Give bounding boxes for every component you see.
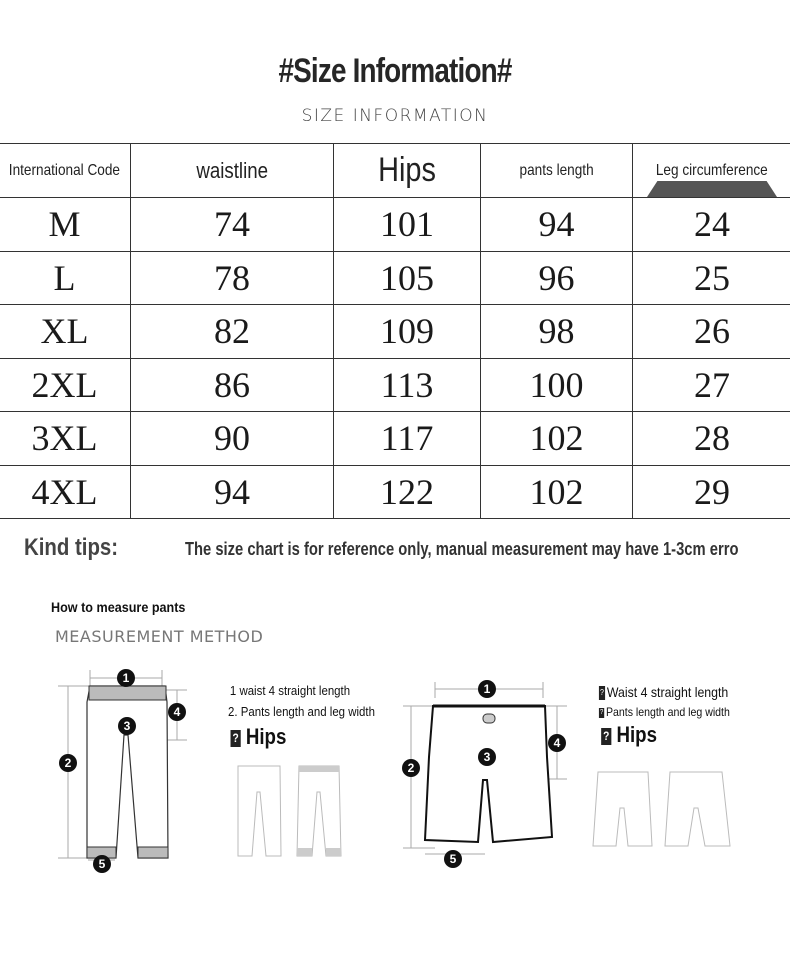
marker-3: 3 (123, 719, 131, 733)
cell-size: M (0, 198, 131, 252)
table-header-row (0, 144, 790, 198)
marker-4: 4 (553, 736, 561, 750)
pants-legend-line-2: 2. Pants length and leg width (228, 704, 375, 719)
unknown-glyph-icon: ? (599, 686, 605, 700)
cell-leg-circumference: 27 (633, 358, 790, 412)
cell-pants-length: 96 (481, 251, 633, 305)
pants-legend (218, 683, 385, 750)
table-row (0, 358, 790, 412)
cell-size: 4XL (0, 465, 131, 519)
cell-hips: 109 (334, 305, 481, 359)
cell-waistline: 82 (131, 305, 334, 359)
column-header-international-code: International Code (0, 144, 131, 198)
shorts-legend-line-1: ? Waist 4 straight length (600, 684, 729, 700)
table-row (0, 465, 790, 519)
cell-leg-circumference: 24 (633, 198, 790, 252)
unknown-glyph-icon: ? (599, 709, 604, 717)
marker-1: 1 (483, 682, 491, 696)
cell-size: XL (0, 305, 131, 359)
cell-waistline: 78 (131, 251, 334, 305)
marker-1: 1 (122, 671, 130, 685)
marker-2: 2 (64, 756, 72, 770)
shorts-legend (590, 684, 739, 748)
shorts-legend-line-3: ? Hips (603, 722, 657, 748)
cell-waistline: 74 (131, 198, 334, 252)
cell-pants-length: 94 (481, 198, 633, 252)
measure-heading: How to measure pants (51, 599, 186, 615)
cell-waistline: 86 (131, 358, 334, 412)
column-header-hips: Hips (334, 144, 481, 198)
measure-subheading: MEASUREMENT METHOD (55, 627, 264, 646)
cell-size: 2XL (0, 358, 131, 412)
column-header-waistline: waistline (131, 144, 334, 198)
page-title: #Size Information# (278, 52, 512, 90)
marker-5: 5 (98, 857, 106, 871)
cell-leg-circumference: 28 (633, 412, 790, 466)
cell-pants-length: 102 (481, 412, 633, 466)
marker-3: 3 (483, 750, 491, 764)
cell-pants-length: 100 (481, 358, 633, 412)
cell-hips: 117 (334, 412, 481, 466)
table-row (0, 198, 790, 252)
page-subtitle: SIZE INFORMATION (301, 106, 489, 126)
marker-4: 4 (173, 705, 181, 719)
header-shade (647, 181, 777, 197)
pants-thumbnails (235, 762, 345, 862)
marker-5: 5 (449, 852, 457, 866)
cell-waistline: 90 (131, 412, 334, 466)
kind-tips-text: The size chart is for reference only, manual measurement may have 1-3cm erro (185, 539, 739, 559)
unknown-glyph-icon: ? (232, 730, 239, 745)
shorts-measurement-diagram (395, 672, 585, 872)
column-header-pants-length: pants length (481, 144, 633, 198)
table-row (0, 251, 790, 305)
kind-tips-label: Kind tips: (24, 534, 119, 561)
cell-hips: 122 (334, 465, 481, 519)
column-header-leg-circumference: Leg circumference (633, 144, 790, 198)
marker-2: 2 (407, 761, 415, 775)
cell-size: L (0, 251, 131, 305)
cell-leg-circumference: 25 (633, 251, 790, 305)
pants-measurement-diagram (40, 660, 220, 875)
cell-pants-length: 102 (481, 465, 633, 519)
cell-pants-length: 98 (481, 305, 633, 359)
size-table (0, 143, 790, 519)
pants-legend-line-1: 1 waist 4 straight length (229, 683, 351, 698)
cell-size: 3XL (0, 412, 131, 466)
cell-hips: 101 (334, 198, 481, 252)
table-row (0, 305, 790, 359)
table-row (0, 412, 790, 466)
cell-leg-circumference: 26 (633, 305, 790, 359)
cell-leg-circumference: 29 (633, 465, 790, 519)
cell-hips: 113 (334, 358, 481, 412)
shorts-legend-line-2: ? Pants length and leg width (599, 705, 730, 720)
cell-waistline: 94 (131, 465, 334, 519)
cell-hips: 105 (334, 251, 481, 305)
pants-legend-line-3: ? Hips (232, 724, 287, 749)
unknown-glyph-icon: ? (603, 728, 610, 743)
shorts-thumbnails (590, 768, 740, 848)
